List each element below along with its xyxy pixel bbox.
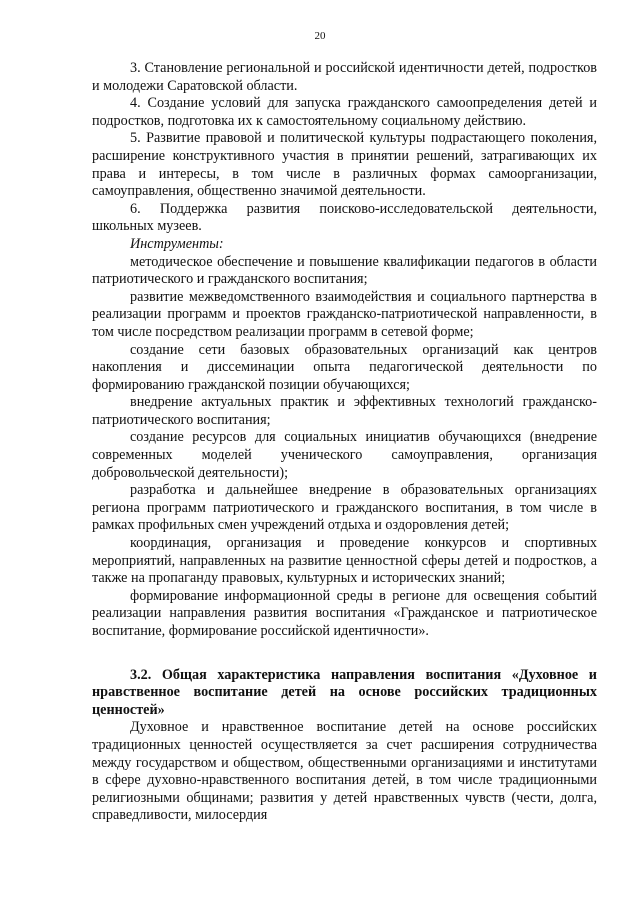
tool-item: создание ресурсов для социальных инициатив обучающихся (внедрение современных моделей ученического самоуправления, организация добровольческой деятельности); — [92, 429, 597, 481]
tools-label: Инструменты: — [130, 235, 224, 252]
goal-paragraph-5: 5. Развитие правовой и политической культуры подрастающего поколения, расширение конструктивного участия в принятии решений, затрагивающих их права и интересы, в том числе в различных формах самоорганизации, самоуправления, общественно значимой деятельности. — [92, 130, 597, 200]
section-body: Духовное и нравственное воспитание детей на основе российских традиционных ценностей осуществляется за счет расширения сотрудничества между государством и обществом, общественными организациями и институтами в сфере духовно-нравственного воспитания детей, в том числе традиционными религиозными общинами; развития у детей нравственных чувств (чести, долга, справедливости, милосердия — [92, 719, 597, 824]
tool-item: формирование информационной среды в регионе для освещения событий реализации направления развития воспитания «Гражданское и патриотическое воспитание, формирование российской идентичности». — [92, 587, 597, 639]
goal-paragraph-4: 4. Создание условий для запуска гражданского самоопределения детей и подростков, подготовка их к самостоятельному социальному действию. — [92, 95, 597, 129]
tool-item: развитие межведомственного взаимодействия и социального партнерства в реализации программ и проектов гражданско-патриотической направленности, в том числе посредством реализации программ в сетевой форме; — [92, 288, 597, 340]
goal-paragraph-6: 6. Поддержка развития поисково-исследовательской деятельности, школьных музеев. — [92, 200, 597, 235]
tool-item: методическое обеспечение и повышение квалификации педагогов в области патриотического и гражданского воспитания; — [92, 253, 597, 288]
page-number: 20 — [314, 30, 326, 42]
tool-item: разработка и дальнейшее внедрение в образовательных организациях региона программ патриотического и гражданского воспитания, в том числе в рамках профильных смен учреждений отдыха и оздоровления детей; — [92, 482, 597, 534]
section-heading: 3.2. Общая характеристика направления воспитания «Духовное и нравственное воспитание детей на основе российских традиционных ценностей» — [92, 666, 597, 718]
page-content — [92, 60, 597, 825]
goal-paragraph-3: 3. Становление региональной и российской идентичности детей, подростков и молодежи Саратовской области. — [92, 60, 597, 94]
tool-item: координация, организация и проведение конкурсов и спортивных мероприятий, направленных на развитие ценностной сферы детей и подростков, а также на пропаганду правовых, культурных и исторических знаний; — [92, 535, 597, 587]
tool-item: внедрение актуальных практик и эффективных технологий гражданско-патриотического воспитания; — [92, 394, 597, 428]
tool-item: создание сети базовых образовательных организаций как центров накопления и диссеминации опыта педагогической деятельности по формированию гражданской позиции обучающихся; — [92, 341, 597, 393]
